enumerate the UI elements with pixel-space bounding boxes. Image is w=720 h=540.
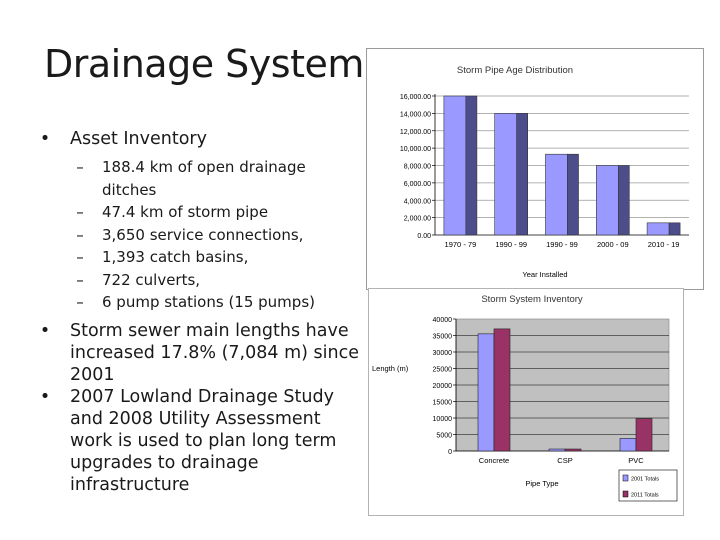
sub-bullet-text: 47.4 km of storm pipe — [102, 203, 269, 221]
y-tick-label: 14,000.00 — [399, 111, 431, 119]
bullet-text: 2007 Lowland Drainage Study and 2008 Utility Assessment work is used to plan long term upgrades to drainage infrastructure — [70, 386, 337, 495]
y-tick-label: 10000 — [432, 416, 452, 423]
bullet-dot-icon: • — [39, 320, 51, 341]
system-inventory-chart-svg — [369, 289, 683, 515]
dash-icon: – — [76, 270, 84, 289]
bullet-dot-icon: • — [39, 386, 51, 407]
y-tick-label: 20000 — [432, 383, 452, 390]
pipe-age-chart-svg — [367, 49, 703, 289]
bullet-drainage-study — [30, 386, 360, 496]
bar — [549, 449, 565, 451]
x-axis-title: Pipe Type — [525, 479, 559, 488]
y-tick-label: 15000 — [432, 399, 452, 407]
legend-swatch — [623, 475, 628, 481]
y-tick-label: 5000 — [436, 432, 452, 440]
bar — [546, 154, 568, 235]
y-tick-label: 0 — [448, 449, 452, 456]
chart-title: Storm System Inventory — [481, 294, 583, 305]
dash-icon: – — [76, 248, 84, 266]
y-tick-label: 2,000.00 — [403, 215, 431, 223]
x-tick-label: Concrete — [478, 456, 510, 465]
bar — [596, 166, 618, 236]
y-tick-label: 25000 — [432, 366, 452, 374]
bullet-text: Asset Inventory — [70, 129, 207, 149]
bar — [478, 334, 494, 451]
bar — [647, 223, 669, 235]
y-tick-label: 40000 — [432, 317, 452, 324]
dash-icon: – — [76, 293, 84, 311]
sub-bullet-text: 722 culverts, — [102, 270, 201, 289]
bullet-dot-icon: • — [39, 129, 51, 149]
sub-bullet — [70, 246, 360, 269]
x-tick-label: 1970 - 79 — [444, 240, 477, 249]
sub-bullet-text: 188.4 km of open drainage ditches — [102, 158, 306, 199]
bar-side — [669, 223, 680, 235]
sub-bullet — [70, 291, 360, 314]
bar-side — [466, 96, 477, 235]
sub-bullet-text: 6 pump stations (15 pumps) — [102, 293, 315, 311]
x-tick-label: 2000 - 09 — [596, 240, 629, 249]
pipe-age-chart — [366, 48, 704, 290]
bar — [495, 113, 517, 235]
slide-title: Drainage System — [44, 42, 364, 86]
bar — [620, 438, 636, 451]
y-tick-label: 16,000.00 — [399, 94, 431, 101]
sub-bullet — [70, 156, 360, 201]
x-tick-label: CSP — [557, 456, 573, 465]
bar-side — [618, 166, 629, 236]
sub-bullet-text: 1,393 catch basins, — [102, 248, 249, 266]
sub-bullet-list — [30, 156, 360, 314]
x-axis-title: Year Installed — [522, 270, 568, 279]
bar — [444, 96, 466, 235]
bar — [565, 449, 581, 451]
y-tick-label: 0.00 — [417, 233, 431, 240]
legend-label: 2001 Totals — [631, 476, 660, 483]
sub-bullet — [70, 224, 360, 247]
bar-side — [517, 113, 528, 235]
sub-bullet — [70, 269, 360, 292]
bullet-storm-sewer — [30, 320, 360, 386]
dash-icon: – — [76, 225, 84, 244]
bullet-asset-inventory — [30, 128, 360, 150]
x-tick-label: 1990 - 99 — [495, 240, 528, 249]
y-tick-label: 6,000.00 — [403, 180, 431, 188]
y-axis-title: Length (m) — [372, 364, 409, 373]
dash-icon: – — [76, 203, 84, 221]
chart-title: Storm Pipe Age Distribution — [456, 65, 574, 76]
y-tick-label: 30000 — [432, 350, 452, 357]
bar-side — [568, 154, 579, 235]
x-tick-label: 2010 - 19 — [647, 240, 680, 249]
x-tick-label: 1990 - 99 — [546, 240, 578, 249]
y-tick-label: 12,000.00 — [399, 128, 431, 136]
dash-icon: – — [76, 158, 84, 176]
y-tick-label: 8,000.00 — [403, 163, 431, 171]
system-inventory-chart — [368, 288, 684, 516]
y-tick-label: 4,000.00 — [403, 198, 431, 206]
bullet-list — [30, 128, 360, 496]
x-tick-label: PVC — [628, 456, 644, 465]
y-tick-label: 35000 — [432, 333, 452, 341]
legend-swatch — [623, 491, 628, 497]
legend-label: 2011 Totals — [631, 492, 659, 499]
bar — [636, 419, 652, 451]
sub-bullet-text: 3,650 service connections, — [102, 225, 304, 244]
bar — [494, 329, 510, 451]
y-tick-label: 10,000.00 — [399, 146, 431, 154]
sub-bullet — [70, 201, 360, 224]
bullet-text: Storm sewer main lengths have increased 17.8% (7,084 m) since 2001 — [70, 320, 359, 385]
